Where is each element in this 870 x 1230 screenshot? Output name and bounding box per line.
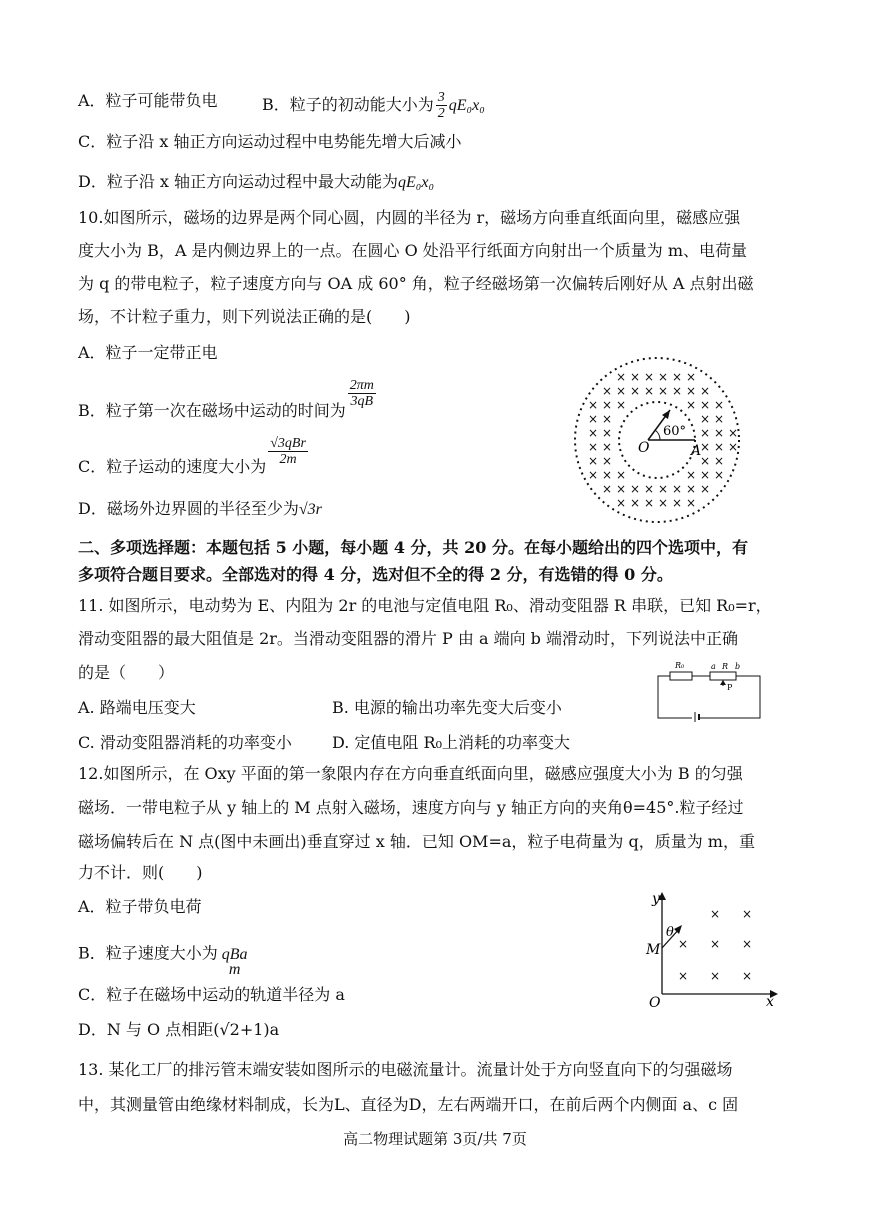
field-cross-mark: × — [678, 969, 689, 983]
q13-stem-2: 中，其测量管由绝缘材料制成，长为L、直径为D，左右两端开口，在前后两个内侧面 a、c 固 — [78, 1095, 739, 1114]
q12-label-theta: θ — [666, 925, 674, 940]
field-cross-mark: × — [602, 412, 613, 426]
field-cross-mark: × — [644, 370, 655, 384]
q11-option-c: C. 滑动变阻器消耗的功率变小 — [78, 733, 292, 752]
field-cross-mark: × — [686, 370, 697, 384]
q10-label-o: O — [638, 440, 650, 456]
q12-stem-2: 磁场．一带电粒子从 y 轴上的 M 点射入磁场，速度方向与 y 轴正方向的夹角θ=45°.粒子经过 — [78, 798, 744, 817]
q12-option-a: A．粒子带负电荷 — [78, 897, 202, 916]
field-cross-mark: × — [672, 496, 683, 510]
q10-option-d: D．磁场外边界圆的半径至少为√3r — [78, 499, 322, 518]
field-cross-mark: × — [700, 468, 711, 482]
q12-label-o: O — [649, 995, 661, 1010]
q11-label-p: P — [727, 683, 733, 692]
field-cross-mark: × — [616, 482, 627, 496]
field-cross-mark: × — [700, 482, 711, 496]
field-cross-mark: × — [616, 370, 627, 384]
field-cross-mark: × — [700, 398, 711, 412]
field-cross-mark: × — [588, 468, 599, 482]
field-cross-mark: × — [616, 496, 627, 510]
q11-label-b: b — [735, 662, 741, 671]
field-cross-mark: × — [700, 440, 711, 454]
field-cross-mark: × — [644, 482, 655, 496]
field-cross-mark: × — [588, 440, 599, 454]
field-cross-mark: × — [686, 398, 697, 412]
field-cross-mark: × — [700, 412, 711, 426]
q12-option-b: B．粒子速度大小为 qBa m — [78, 943, 248, 978]
field-cross-mark: × — [658, 496, 669, 510]
field-cross-mark: × — [728, 440, 739, 454]
field-cross-mark: × — [686, 384, 697, 398]
q12-stem-4: 力不计．则( ) — [78, 863, 203, 882]
field-cross-mark: × — [672, 384, 683, 398]
field-cross-mark: × — [644, 496, 655, 510]
q10-option-c: C．粒子运动的速度大小为 $\frac{\text{√3qBr}}{2m}$ — [78, 436, 306, 476]
q11-stem-1: 11. 如图所示，电动势为 E、内阻为 2r 的电池与定值电阻 R₀、滑动变阻器 R 串联，已知 R₀=r， — [78, 596, 772, 615]
field-cross-mark: × — [644, 384, 655, 398]
field-cross-mark: × — [672, 370, 683, 384]
q9-option-c: C．粒子沿 x 轴正方向运动过程中电势能先增大后减小 — [78, 132, 462, 151]
field-cross-mark: × — [602, 440, 613, 454]
field-cross-mark: × — [616, 398, 627, 412]
field-cross-mark: × — [588, 412, 599, 426]
field-cross-mark: × — [602, 468, 613, 482]
field-cross-mark: × — [710, 907, 721, 921]
q12-label-y: y — [652, 891, 660, 907]
field-cross-mark: × — [714, 468, 725, 482]
q10-magnetic-ring-diagram — [570, 355, 745, 525]
field-cross-mark: × — [616, 384, 627, 398]
field-cross-mark: × — [602, 384, 613, 398]
q9-option-a: A．粒子可能带负电 — [78, 91, 218, 110]
q11-circuit-diagram — [655, 660, 765, 722]
q10-stem-4: 场，不计粒子重力，则下列说法正确的是( ) — [78, 307, 411, 326]
field-cross-mark: × — [714, 426, 725, 440]
field-cross-mark: × — [686, 482, 697, 496]
field-cross-mark: × — [588, 454, 599, 468]
q9-option-b: B．粒子的初动能大小为 $\frac{3}{2}$ qE₀x₀ — [262, 90, 485, 121]
q12-label-x: x — [766, 994, 774, 1010]
q11-stem-2: 滑动变阻器的最大阻值是 2r。当滑动变阻器的滑片 P 由 a 端向 b 端滑动时，下列说法中正确 — [78, 629, 738, 648]
q11-option-b: B. 电源的输出功率先变大后变小 — [332, 698, 562, 717]
field-cross-mark: × — [588, 398, 599, 412]
q12-label-m: M — [646, 942, 661, 958]
q12-option-c: C．粒子在磁场中运动的轨道半径为 a — [78, 985, 345, 1004]
field-cross-mark: × — [700, 454, 711, 468]
field-cross-mark: × — [714, 412, 725, 426]
q10-stem-2: 度大小为 B，A 是内侧边界上的一点。在圆心 O 处沿平行纸面方向射出一个质量为 m、电荷量 — [78, 241, 748, 260]
field-cross-mark: × — [714, 440, 725, 454]
q10-option-b: B．粒子第一次在磁场中运动的时间为 $\frac{2\pi m}{3qB}$ — [78, 378, 374, 420]
q10-stem-1: 10.如图所示，磁场的边界是两个同心圆，内圆的半径为 r，磁场方向垂直纸面向里，磁感应强 — [78, 208, 741, 227]
field-cross-mark: × — [686, 468, 697, 482]
q13-stem-1: 13. 某化工厂的排污管末端安装如图所示的电磁流量计。流量计处于方向竖直向下的匀强磁场 — [78, 1060, 733, 1079]
field-cross-mark: × — [630, 496, 641, 510]
q12-stem-1: 12.如图所示，在 Oxy 平面的第一象限内存在方向垂直纸面向里，磁感应强度大小为 B 的匀强 — [78, 764, 743, 783]
field-cross-mark: × — [602, 426, 613, 440]
field-cross-mark: × — [602, 482, 613, 496]
field-cross-mark: × — [742, 907, 753, 921]
field-cross-mark: × — [714, 454, 725, 468]
q11-stem-3: 的是（ ） — [78, 663, 175, 682]
field-cross-mark: × — [602, 398, 613, 412]
field-cross-mark: × — [700, 384, 711, 398]
field-cross-mark: × — [630, 384, 641, 398]
field-cross-mark: × — [602, 454, 613, 468]
field-cross-mark: × — [686, 496, 697, 510]
q9-option-d: D．粒子沿 x 轴正方向运动过程中最大动能为qE₀x₀ — [78, 172, 435, 191]
field-cross-mark: × — [658, 384, 669, 398]
field-cross-mark: × — [710, 969, 721, 983]
field-cross-mark: × — [658, 482, 669, 496]
q12-option-d: D．N 与 O 点相距(√2+1)a — [78, 1020, 280, 1039]
field-cross-mark: × — [672, 482, 683, 496]
field-cross-mark: × — [588, 426, 599, 440]
field-cross-mark: × — [700, 426, 711, 440]
section2-line-2: 多项符合题目要求。全部选对的得 4 分，选对但不全的得 2 分，有选错的得 0 分。 — [78, 565, 673, 584]
field-cross-mark: × — [630, 482, 641, 496]
field-cross-mark: × — [742, 937, 753, 951]
q11-option-a: A. 路端电压变大 — [78, 698, 196, 717]
q10-label-angle: 60° — [663, 424, 687, 439]
field-cross-mark: × — [728, 426, 739, 440]
field-cross-mark: × — [742, 969, 753, 983]
q11-label-r0: R₀ — [675, 661, 685, 670]
q11-label-r: R — [722, 662, 729, 671]
q11-option-d: D. 定值电阻 R₀上消耗的功率变大 — [332, 733, 570, 752]
field-cross-mark: × — [658, 370, 669, 384]
section2-line-1: 二、多项选择题：本题包括 5 小题，每小题 4 分，共 20 分。在每小题给出的四个选项中，有 — [78, 538, 748, 557]
field-cross-mark: × — [630, 370, 641, 384]
q10-label-a: A — [691, 443, 702, 459]
q12-stem-3: 磁场偏转后在 N 点(图中未画出)垂直穿过 x 轴．已知 OM=a，粒子电荷量为 q，质量为 m，重 — [78, 832, 755, 851]
q10-option-a: A．粒子一定带正电 — [78, 343, 218, 362]
page-footer: 高二物理试题第 3页/共 7页 — [343, 1130, 527, 1148]
field-cross-mark: × — [714, 398, 725, 412]
field-cross-mark: × — [710, 937, 721, 951]
q11-label-a: a — [711, 662, 716, 671]
field-cross-mark: × — [678, 937, 689, 951]
field-cross-mark: × — [616, 468, 627, 482]
q12-axes-diagram — [640, 888, 785, 1010]
q10-stem-3: 为 q 的带电粒子，粒子速度方向与 OA 成 60° 角，粒子经磁场第一次偏转后刚好从 A 点射出磁 — [78, 274, 754, 293]
